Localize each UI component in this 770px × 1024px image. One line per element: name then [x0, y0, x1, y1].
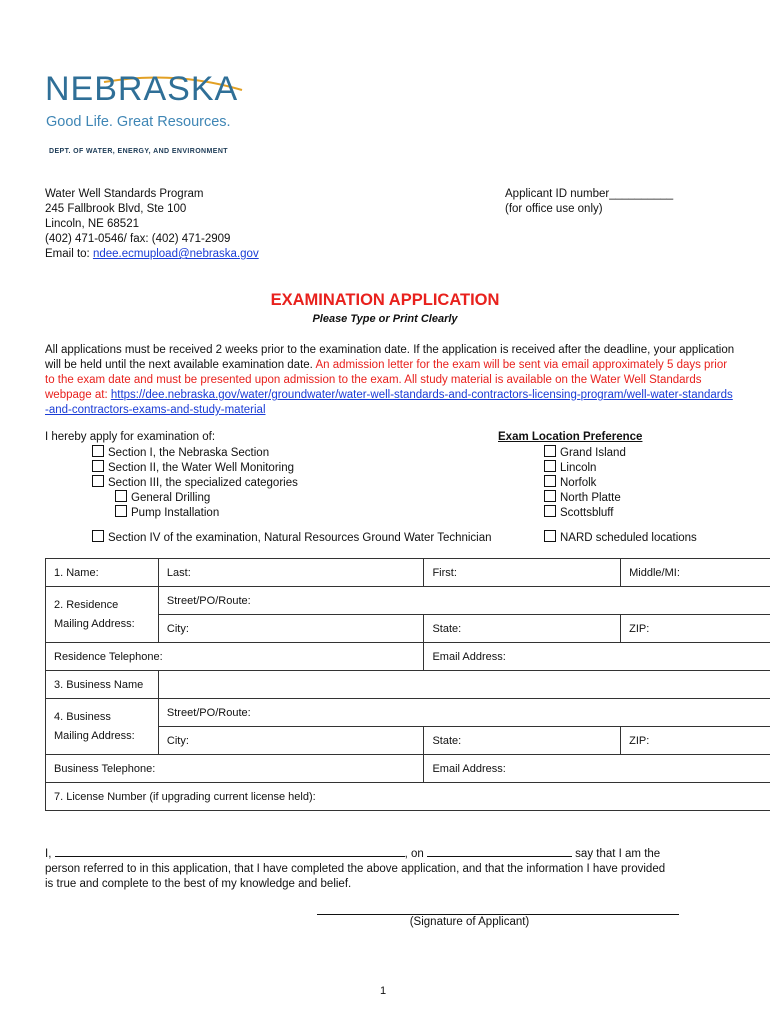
logo-department: DEPT. OF WATER, ENERGY, AND ENVIRONMENT	[49, 148, 228, 155]
checkbox[interactable]	[115, 490, 127, 502]
business-label-line: 4. Business	[54, 710, 111, 723]
logo-wordmark: NEBRASKA	[45, 70, 239, 108]
checkbox[interactable]	[544, 460, 556, 472]
business-street-field[interactable]: Street/PO/Route:	[158, 699, 770, 727]
study-material-link[interactable]: https://dee.nebraska.gov/water/groundwater/water-well-standards-and-contractors-licensing-program/well-water-standards-and-contractors-exams-and-study-material	[45, 389, 733, 416]
residence-city-field[interactable]: City:	[158, 615, 424, 643]
address-line: (402) 471-0546/ fax: (402) 471-2909	[45, 233, 231, 245]
location-checkbox-list	[544, 445, 626, 520]
signature-line[interactable]	[317, 913, 679, 915]
license-number-field[interactable]: 7. License Number (if upgrading current license held):	[46, 783, 770, 811]
logo-tagline: Good Life. Great Resources.	[46, 114, 231, 130]
attestation-line: is true and complete to the best of my knowledge and belief.	[45, 878, 352, 890]
location-option[interactable]	[544, 445, 626, 460]
name-label: 1. Name:	[46, 559, 159, 587]
location-label: Scottsbluff	[560, 507, 614, 519]
table-row	[46, 671, 770, 699]
table-row	[46, 699, 770, 727]
business-city-field[interactable]: City:	[158, 727, 424, 755]
page-title: EXAMINATION APPLICATION	[270, 291, 500, 309]
residence-label-line: Mailing Address:	[54, 617, 135, 630]
intro-notice: An admission letter for the exam will be sent via email approximately 5 days prior to the exam date and must be presented upon admission to the exam. All study material is available on the Water Well Standards webpage at:	[45, 359, 728, 401]
section-4-label: Section IV of the examination, Natural Resources Ground Water Technician	[108, 532, 492, 544]
residence-zip-field[interactable]: ZIP:	[621, 615, 770, 643]
nard-option[interactable]	[544, 530, 697, 546]
business-email-field[interactable]: Email Address:	[424, 755, 770, 783]
pump-installation-option[interactable]	[92, 505, 298, 520]
subcategory-label: Pump Installation	[131, 507, 220, 519]
checkbox[interactable]	[92, 530, 104, 542]
first-name-field[interactable]: First:	[424, 559, 621, 587]
email-link[interactable]: ndee.ecmupload@nebraska.gov	[92, 248, 259, 260]
attestation-line	[45, 846, 745, 862]
checkbox[interactable]	[115, 505, 127, 517]
section-1-option[interactable]	[92, 445, 298, 460]
address-block	[45, 187, 259, 262]
general-drilling-option[interactable]	[92, 490, 298, 505]
checkbox[interactable]	[544, 475, 556, 487]
checkbox[interactable]	[544, 490, 556, 502]
checkbox[interactable]	[92, 460, 104, 472]
email-label: Email to:	[45, 248, 93, 260]
checkbox[interactable]	[544, 505, 556, 517]
email-line	[45, 247, 259, 262]
location-option[interactable]	[544, 490, 626, 505]
location-label: Norfolk	[560, 477, 597, 489]
section-label: Section III, the specialized categories	[108, 477, 298, 489]
business-name-label: 3. Business Name	[46, 671, 159, 699]
business-label-line: Mailing Address:	[54, 729, 135, 742]
residence-email-field[interactable]: Email Address:	[424, 643, 770, 671]
residence-phone-field[interactable]: Residence Telephone:	[46, 643, 424, 671]
address-line: 245 Fallbrook Blvd, Ste 100	[45, 203, 187, 215]
table-row	[46, 755, 770, 783]
checkbox[interactable]	[544, 530, 556, 542]
location-option[interactable]	[544, 505, 626, 520]
residence-state-field[interactable]: State:	[424, 615, 621, 643]
nard-label: NARD scheduled locations	[560, 532, 697, 544]
section-2-option[interactable]	[92, 460, 298, 475]
location-label: Grand Island	[560, 447, 626, 459]
applicant-info-table	[45, 558, 770, 811]
apply-heading: I hereby apply for examination of:	[45, 431, 216, 443]
middle-name-field[interactable]: Middle/MI:	[621, 559, 770, 587]
table-row	[46, 783, 770, 811]
intro-paragraph	[45, 343, 735, 418]
attest-prefix: I,	[45, 848, 55, 860]
table-row	[46, 643, 770, 671]
location-heading: Exam Location Preference	[498, 431, 643, 443]
business-name-field[interactable]	[158, 671, 770, 699]
last-name-field[interactable]: Last:	[158, 559, 424, 587]
address-line: Lincoln, NE 68521	[45, 218, 139, 230]
business-phone-field[interactable]: Business Telephone:	[46, 755, 424, 783]
applicant-id-note: (for office use only)	[505, 203, 603, 215]
attestation-paragraph	[45, 846, 745, 892]
page-subtitle: Please Type or Print Clearly	[312, 313, 458, 325]
residence-address-label	[46, 587, 159, 643]
table-row	[46, 587, 770, 615]
page-number: 1	[380, 985, 387, 997]
checkbox[interactable]	[544, 445, 556, 457]
residence-street-field[interactable]: Street/PO/Route:	[158, 587, 770, 615]
business-address-label	[46, 699, 159, 755]
intro-text: All applications must be received 2 weeks prior to the examination date. If the application is received after the deadline, your application will be held until the next available examination date.	[45, 344, 735, 371]
table-row	[46, 559, 770, 587]
business-state-field[interactable]: State:	[424, 727, 621, 755]
address-line: Water Well Standards Program	[45, 188, 204, 200]
attest-on: , on	[404, 848, 427, 860]
location-label: North Platte	[560, 492, 621, 504]
applicant-id-label: Applicant ID number__________	[505, 188, 674, 200]
section-label: Section II, the Water Well Monitoring	[108, 462, 294, 474]
location-label: Lincoln	[560, 462, 597, 474]
location-option[interactable]	[544, 475, 626, 490]
signature-label: (Signature of Applicant)	[409, 916, 530, 928]
checkbox[interactable]	[92, 445, 104, 457]
residence-label-line: 2. Residence	[54, 598, 119, 611]
attestation-line: person referred to in this application, that I have completed the above application, and that the information I have provided	[45, 863, 666, 875]
subcategory-label: General Drilling	[131, 492, 211, 504]
section-checkbox-list	[92, 445, 298, 520]
section-label: Section I, the Nebraska Section	[108, 447, 270, 459]
date-blank-field[interactable]	[427, 846, 572, 857]
business-zip-field[interactable]: ZIP:	[621, 727, 770, 755]
section-4-option[interactable]	[92, 530, 492, 546]
attest-suffix: say that I am the	[571, 848, 661, 860]
name-blank-field[interactable]	[55, 846, 405, 857]
section-3-option[interactable]	[92, 475, 298, 490]
applicant-id-block	[505, 187, 673, 217]
checkbox[interactable]	[92, 475, 104, 487]
location-option[interactable]	[544, 460, 626, 475]
